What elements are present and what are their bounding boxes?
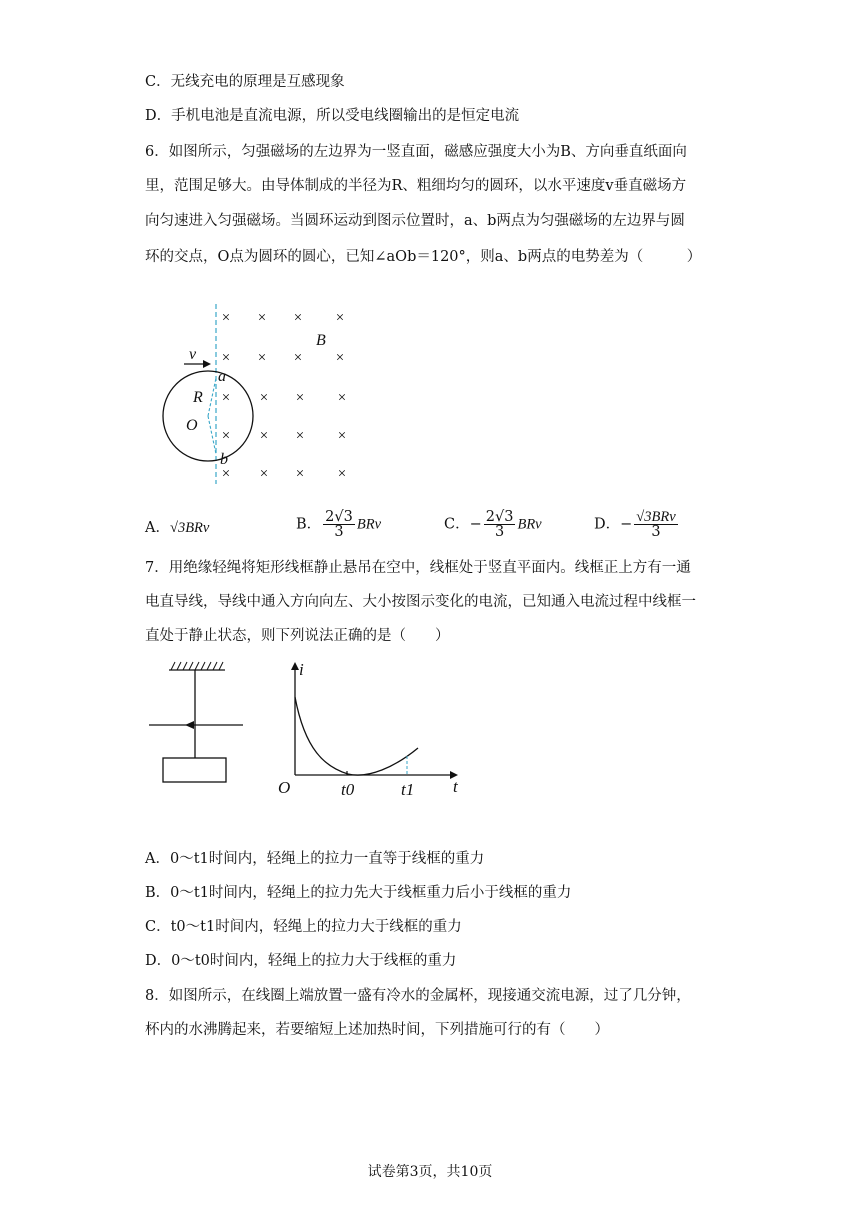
figure-current-graph	[270, 655, 470, 800]
svg-text:×: ×	[259, 428, 269, 444]
radius-ob	[208, 416, 216, 454]
svg-text:×: ×	[257, 310, 267, 326]
q7-option-c: C．t0～t1时间内，轻绳上的拉力大于线框的重力	[145, 919, 462, 935]
svg-text:×: ×	[221, 390, 231, 406]
q6-line-1: 6．如图所示，匀强磁场的左边界为一竖直面，磁感应强度大小为B、方向垂直纸面向	[145, 144, 687, 160]
q7-line-3: 直处于静止状态，则下列说法正确的是（ ）	[145, 628, 450, 644]
figure-ring-field	[150, 300, 370, 490]
svg-text:×: ×	[295, 390, 305, 406]
current-arrow	[185, 721, 194, 729]
svg-text:×: ×	[337, 390, 347, 406]
q7-option-b: B．0～t1时间内，轻绳上的拉力先大于线框重力后小于线框的重力	[145, 885, 572, 901]
q6-line-4: 环的交点，O点为圆环的圆心，已知∠aOb＝120°，则a、b两点的电势差为（ ）	[145, 249, 702, 265]
label-a: a	[218, 368, 226, 385]
label-B: B	[316, 332, 326, 349]
q6-option-a: A．√3BRv	[145, 520, 210, 536]
label-R: R	[193, 389, 203, 406]
option-d-q5: D．手机电池是直流电源，所以受电线圈输出的是恒定电流	[145, 108, 520, 124]
svg-text:×: ×	[221, 350, 231, 366]
page-footer: 试卷第3页，共10页	[367, 1164, 493, 1180]
svg-text:×: ×	[337, 466, 347, 482]
svg-text:×: ×	[295, 428, 305, 444]
q8-line-1: 8．如图所示，在线圈上端放置一盛有冷水的金属杯，现接通交流电源，过了几分钟，	[145, 988, 691, 1004]
label-b: b	[220, 451, 228, 468]
q7-option-a: A．0～t1时间内，轻绳上的拉力一直等于线框的重力	[145, 851, 485, 867]
svg-text:×: ×	[259, 466, 269, 482]
q6-line-3: 向匀速进入匀强磁场。当圆环运动到图示位置时，a、b两点为匀强磁场的左边界与圆	[145, 213, 685, 229]
svg-text:×: ×	[259, 390, 269, 406]
option-c-q5: C．无线充电的原理是互感现象	[145, 74, 345, 90]
svg-text:×: ×	[221, 428, 231, 444]
label-t1: t1	[401, 780, 415, 799]
current-curve	[295, 697, 418, 775]
cross: ×	[221, 310, 231, 326]
svg-text:×: ×	[293, 310, 303, 326]
svg-text:×: ×	[337, 428, 347, 444]
label-i: i	[299, 660, 304, 679]
q6-line-2: 里，范围足够大。由导体制成的半径为R、粗细均匀的圆环，以水平速度v垂直磁场方	[145, 178, 687, 194]
q6-option-c: C．− $\frac{2√3}{3}$ BRv	[444, 509, 542, 540]
q8-line-2: 杯内的水沸腾起来，若要缩短上述加热时间，下列措施可行的有（ ）	[145, 1022, 609, 1038]
svg-text:×: ×	[335, 350, 345, 366]
q7-line-1: 7．用绝缘轻绳将矩形线框静止悬吊在空中，线框处于竖直平面内。线框正上方有一通	[145, 560, 691, 576]
radius-oa	[208, 378, 216, 416]
q7-option-d: D．0～t0时间内，轻绳上的拉力大于线框的重力	[145, 953, 457, 969]
frame	[163, 758, 226, 782]
q6-option-d: D．− $\frac{\text{√3BRv}}{3}$	[594, 509, 676, 540]
svg-text:×: ×	[335, 310, 345, 326]
label-t0: t0	[341, 780, 355, 799]
svg-text:×: ×	[295, 466, 305, 482]
figure-hanging-frame	[145, 660, 255, 790]
svg-text:×: ×	[293, 350, 303, 366]
label-v: v	[189, 346, 197, 363]
label-O: O	[278, 778, 291, 797]
svg-text:×: ×	[257, 350, 267, 366]
q6-option-b: B． $\frac{2√3}{3}$ BRv	[296, 509, 382, 540]
label-O: O	[186, 417, 198, 434]
label-t: t	[453, 777, 458, 796]
q7-line-2: 电直导线，导线中通入方向向左、大小按图示变化的电流，已知通入电流过程中线框一	[145, 594, 696, 610]
svg-text:×: ×	[221, 466, 231, 482]
